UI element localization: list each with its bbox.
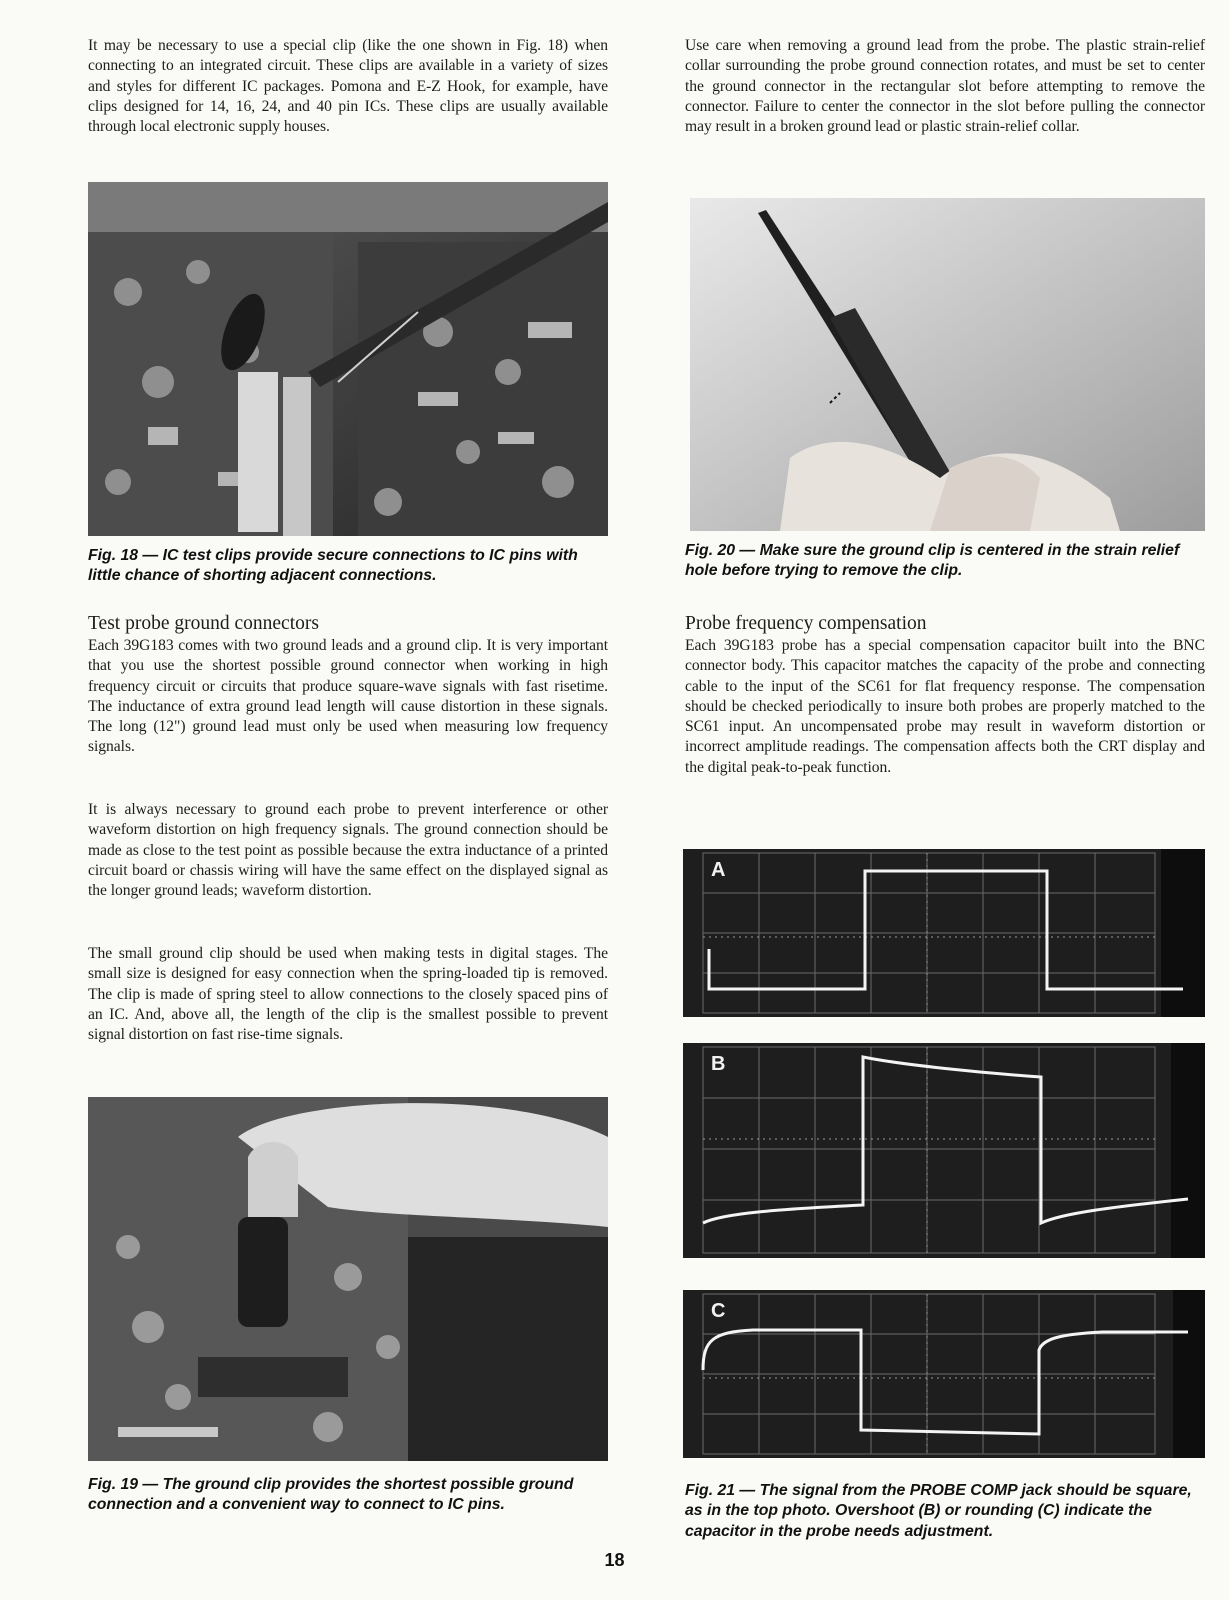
ground-connectors-paragraph-2: It is always necessary to ground each probe to prevent interference or other waveform distortion on high frequency signals. The ground connection should be made as close to the test point as possible because the extra inductance of a printed circuit board or chassis wiring will have the same effect on the displayed signal as the longer ground leads; waveform distortion. [88, 801, 608, 900]
fig19-caption: Fig. 19 — The ground clip provides the shortest possible ground connection and a convenient way to connect to IC pins. [88, 1476, 574, 1514]
section-heading-frequency-compensation: Probe frequency compensation [685, 613, 927, 634]
fig18-photo-ic-test-clip [88, 182, 608, 536]
ground-connectors-paragraph-3: The small ground clip should be used when making tests in digital stages. The small size is designed for easy connection when the spring-loaded tip is removed. The clip is made of spring steel to allow connections to the closely spaced pins of an IC. And, above all, the length of the clip is the smallest possible to prevent signal distortion on fast rise-time signals. [88, 945, 608, 1044]
fig19-photo-ground-clip [88, 1097, 608, 1461]
page-number: 18 [604, 1550, 625, 1570]
fig18-caption: Fig. 18 — IC test clips provide secure connections to IC pins with little chance of shorting adjacent connections. [88, 547, 578, 585]
fig21-caption: Fig. 21 — The signal from the PROBE COMP jack should be square, as in the top photo. Overshoot (B) or rounding (C) indicate the capacitor in the probe needs adjustment. [685, 1482, 1192, 1540]
scope-photo-c-rounding [683, 1290, 1205, 1458]
scope-photo-b-overshoot [683, 1043, 1205, 1258]
intro-paragraph-right: Use care when removing a ground lead from the probe. The plastic strain-relief collar surrounding the probe ground connection rotates, and must be set to center the ground connector in the rectangular slot before attempting to remove the connector. Failure to center the connector in the slot before pulling the connector may result in a broken ground lead or plastic strain-relief collar. [685, 37, 1205, 136]
scope-label-a: A [711, 859, 726, 881]
section-heading-ground-connectors: Test probe ground connectors [88, 613, 319, 634]
compensation-paragraph-1: Each 39G183 probe has a special compensation capacitor built into the BNC connector body. This capacitor matches the capacity of the probe and connecting cable to the input of the SC61 for flat frequency response. The compensation should be checked periodically to insure both probes are properly matched to the SC61 input. An uncompensated probe may result in waveform distortion or incorrect amplitude readings. The compensation affects both the CRT display and the digital peak-to-peak function. [685, 637, 1205, 776]
ground-connectors-paragraph-1: Each 39G183 comes with two ground leads and a ground clip. It is very important that you use the shortest possible ground connector when working in high frequency circuit or circuits that produce square-wave signals with fast risetime. The inductance of extra ground lead length will cause distortion in these signals. The long (12") ground lead must only be used when measuring low frequency signals. [88, 637, 608, 756]
fig20-photo-probe-strain-relief [690, 198, 1205, 531]
intro-paragraph-left: It may be necessary to use a special clip (like the one shown in Fig. 18) when connecting to an integrated circuit. These clips are available in a variety of sizes and styles for different IC packages. Pomona and E-Z Hook, for example, have clips designed for 14, 16, 24, and 40 pin ICs. These clips are usually available through local electronic supply houses. [88, 37, 608, 136]
scope-label-b: B [711, 1053, 726, 1075]
scope-label-c: C [711, 1300, 726, 1322]
scope-photo-a-square-wave [683, 849, 1205, 1017]
fig20-caption: Fig. 20 — Make sure the ground clip is centered in the strain relief hole before trying to remove the clip. [685, 542, 1180, 580]
